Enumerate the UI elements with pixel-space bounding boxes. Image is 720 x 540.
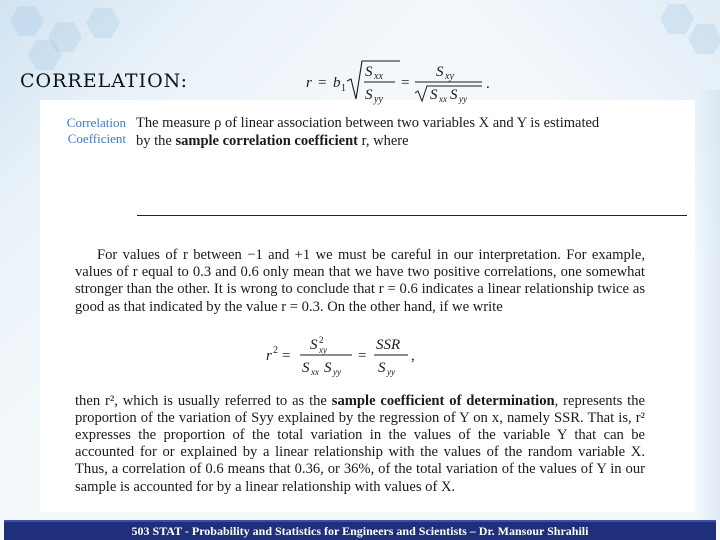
- svg-text:r: r: [266, 348, 272, 364]
- svg-text:2: 2: [273, 345, 278, 356]
- svg-text:yy: yy: [374, 94, 383, 105]
- side-label-line2: Coefficient: [67, 131, 126, 146]
- slide-title: CORRELATION:: [20, 70, 188, 92]
- definition-text: [136, 114, 691, 150]
- side-label: [46, 115, 126, 147]
- svg-text:S: S: [436, 64, 444, 80]
- svg-text:1: 1: [341, 83, 346, 94]
- svg-text:SSR: SSR: [376, 337, 401, 353]
- svg-text:,: ,: [411, 348, 415, 364]
- definition-term: sample correlation coefficient: [175, 133, 359, 149]
- definition-line1: The measure ρ of linear association between two variables X and Y is estimated: [136, 115, 600, 131]
- side-label-line1: Correlation: [66, 115, 126, 130]
- svg-text:S: S: [450, 87, 458, 103]
- svg-text:=: =: [318, 75, 327, 91]
- right-decor-strip: [695, 90, 720, 520]
- svg-text:S: S: [302, 360, 310, 376]
- determination-term: sample coefficient of determination: [331, 392, 555, 409]
- section-divider: [137, 215, 687, 216]
- svg-text:S: S: [310, 337, 318, 353]
- definition-block: [46, 110, 691, 220]
- definition-line2: [136, 132, 691, 150]
- svg-text:=: =: [401, 75, 410, 91]
- svg-text:S: S: [365, 87, 373, 103]
- svg-text:S: S: [378, 360, 386, 376]
- footer-bar: 503 STAT - Probability and Statistics for Engineers and Scientists – Dr. Mansour Shrahili: [4, 520, 716, 540]
- paragraph-2: [75, 393, 645, 496]
- svg-text:yy: yy: [387, 367, 395, 377]
- svg-text:yy: yy: [459, 94, 467, 104]
- svg-text:xy: xy: [319, 345, 327, 355]
- svg-text:yy: yy: [333, 367, 341, 377]
- svg-text:xy: xy: [445, 71, 454, 82]
- svg-text:xx: xx: [439, 94, 447, 104]
- svg-text:r: r: [306, 75, 312, 91]
- paragraph-1: For values of r between −1 and +1 we must be careful in our interpretation. For example, values of r equal to 0.3 and 0.6 only mean that we have two positive correlations, one somewhat stronger than the other. It is wrong to conclude that r = 0.6 indicates a linear relationship twice as good as that indicated by the value r = 0.3. On the other hand, if we write: [75, 247, 645, 315]
- determination-formula: [262, 333, 432, 379]
- svg-text:S: S: [365, 64, 373, 80]
- svg-text:xx: xx: [311, 367, 319, 377]
- paragraph-2-start: then r², which is usually referred to as the: [75, 392, 332, 409]
- determination-paragraph: [75, 378, 645, 510]
- interpretation-paragraph: [75, 247, 645, 316]
- svg-text:=: =: [358, 348, 367, 364]
- paragraph-2-end: , represents the proportion of the variation of Syy explained by the regression of Y on x, namely SSR. That is, r² expresses the proportion of the total variation in the values of the variable Y that can be accounted for or explained by a linear relationship with the values of the random variable X. Thus, a correlation of 0.6 means that 0.36, or 36%, of the total variation of the values of Y in our sample is accounted for by a linear relationship with values of X.: [75, 392, 645, 495]
- definition-line2-end: r, where: [358, 133, 409, 149]
- correlation-formula: [250, 55, 510, 105]
- svg-text:=: =: [282, 348, 291, 364]
- svg-text:b: b: [333, 75, 341, 91]
- svg-text:.: .: [486, 76, 490, 92]
- definition-line2-start: by the: [136, 133, 176, 149]
- svg-text:S: S: [430, 87, 438, 103]
- svg-text:S: S: [324, 360, 332, 376]
- svg-text:xx: xx: [374, 71, 383, 82]
- svg-text:2: 2: [319, 335, 324, 345]
